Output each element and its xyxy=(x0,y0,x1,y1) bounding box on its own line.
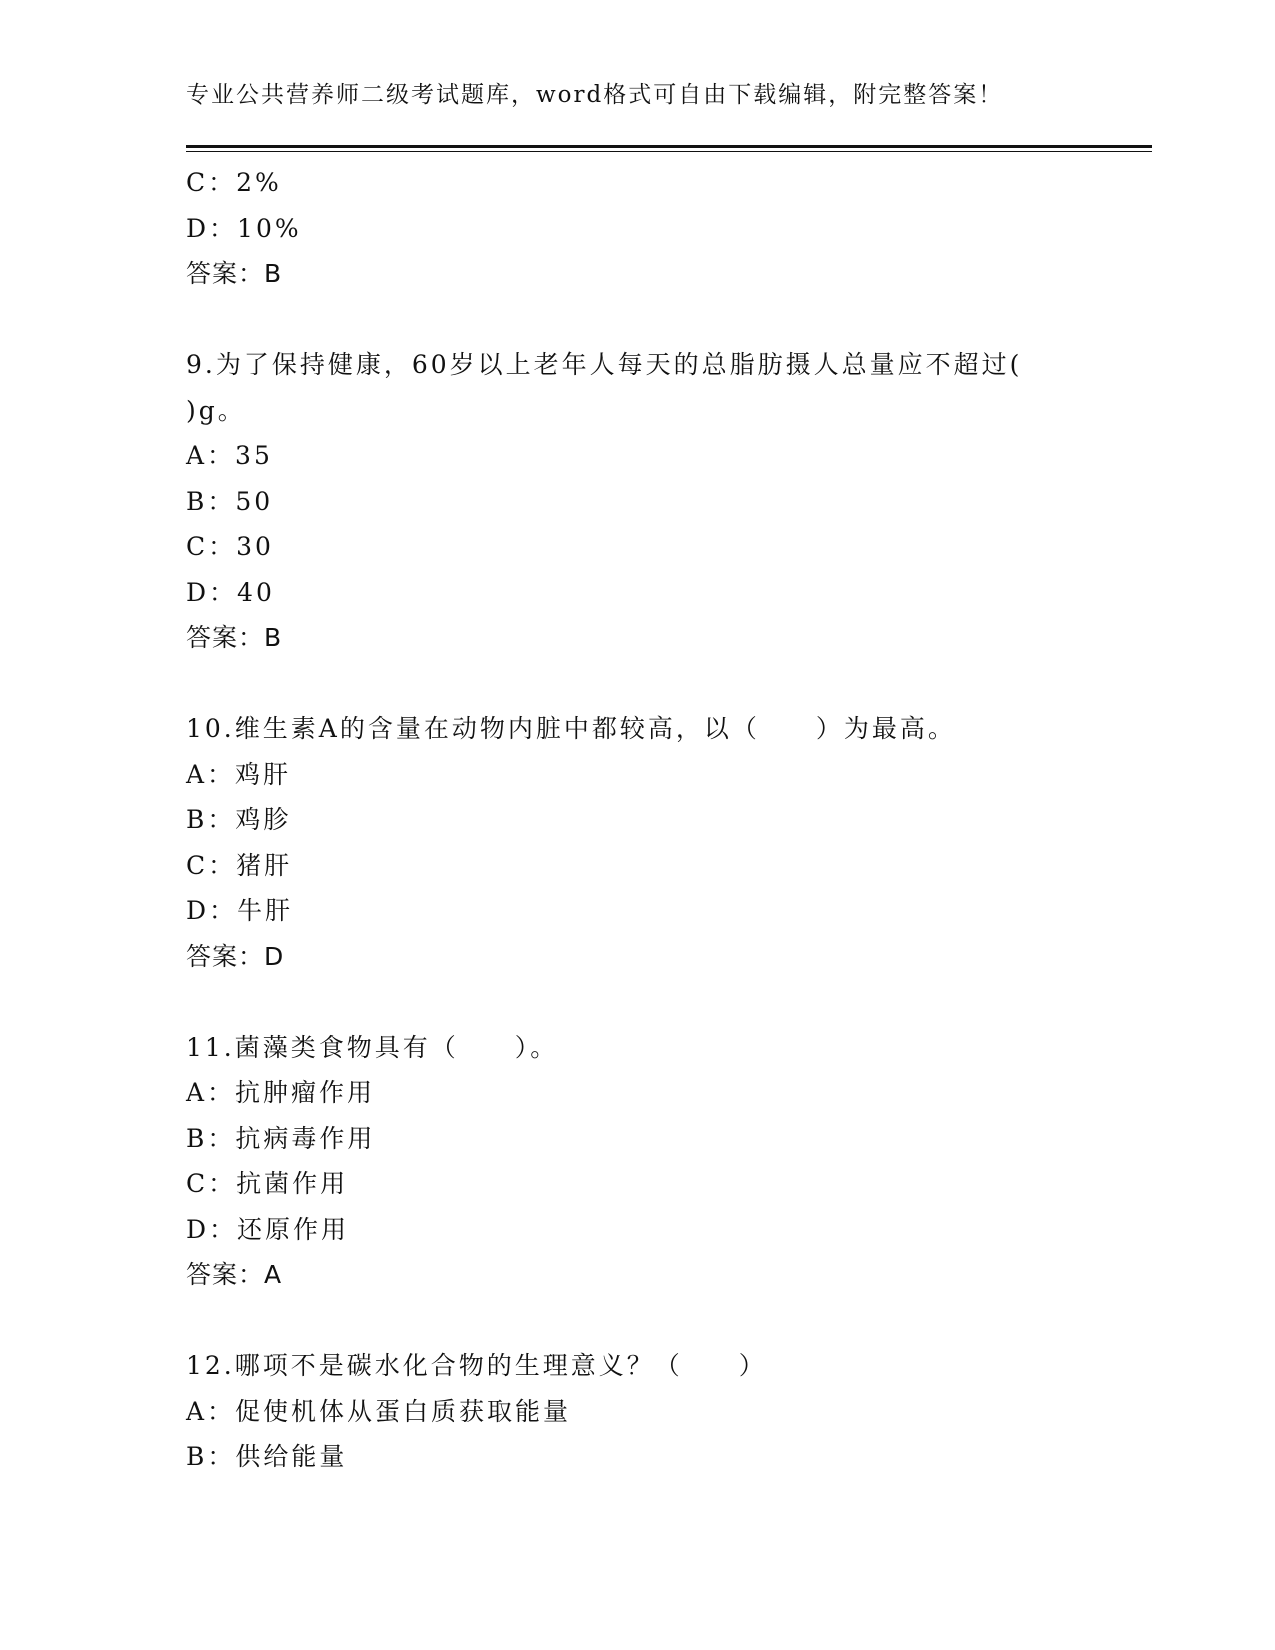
answer-line: 答案：A xyxy=(186,1260,283,1289)
option-d: D：10% xyxy=(186,213,302,243)
option-a: A：鸡肝 xyxy=(186,759,292,789)
previous-question-block xyxy=(186,160,1086,297)
option-b: B：50 xyxy=(186,486,274,516)
page-header: 专业公共营养师二级考试题库，word格式可自由下载编辑，附完整答案！ xyxy=(186,82,1004,108)
option-c: C：30 xyxy=(186,532,274,561)
option-c: C：猪肝 xyxy=(186,850,293,880)
option-b: B：供给能量 xyxy=(186,1442,348,1471)
header-rule-thin xyxy=(186,151,1152,152)
option-b: B：抗病毒作用 xyxy=(186,1123,376,1153)
question-stem: 9.为了保持健康，60岁以上老年人每天的总脂肪摄人总量应不超过( xyxy=(186,350,1023,379)
answer-line: 答案：D xyxy=(186,941,285,971)
header-rule-thick xyxy=(186,145,1152,148)
question-content xyxy=(186,160,1086,1480)
question-11 xyxy=(186,1025,1086,1298)
question-9 xyxy=(186,342,1086,661)
option-a: A：促使机体从蛋白质获取能量 xyxy=(186,1396,572,1426)
option-d: D：牛肝 xyxy=(186,896,294,925)
question-stem-continued: )g。 xyxy=(186,395,246,425)
option-a: A：抗肿瘤作用 xyxy=(186,1078,376,1107)
spacer xyxy=(186,661,1086,707)
question-10 xyxy=(186,706,1086,979)
option-d: D：还原作用 xyxy=(186,1214,350,1244)
question-stem: 10.维生素A的含量在动物内脏中都较高，以（ ）为最高。 xyxy=(186,714,956,743)
spacer xyxy=(186,297,1086,343)
option-c: C：2% xyxy=(186,168,282,197)
question-12 xyxy=(186,1343,1086,1480)
question-stem: 12.哪项不是碳水化合物的生理意义？（ ） xyxy=(186,1351,767,1380)
option-a: A：35 xyxy=(186,441,273,470)
spacer xyxy=(186,979,1086,1025)
spacer xyxy=(186,1298,1086,1344)
question-stem: 11.菌藻类食物具有（ ）。 xyxy=(186,1032,559,1062)
option-d: D：40 xyxy=(186,577,275,607)
answer-line: 答案：B xyxy=(186,623,283,652)
option-b: B：鸡胗 xyxy=(186,805,292,834)
answer-line: 答案：B xyxy=(186,259,283,288)
option-c: C：抗菌作用 xyxy=(186,1169,349,1198)
